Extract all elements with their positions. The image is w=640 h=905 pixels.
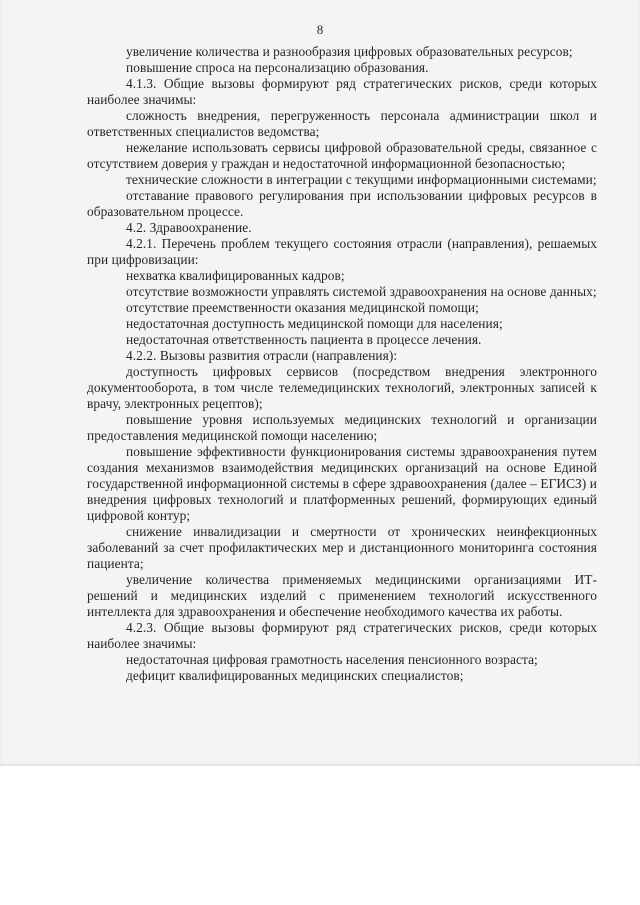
paragraph: недостаточная доступность медицинской помощи для населения; <box>126 316 503 331</box>
page-body <box>87 44 597 684</box>
paragraph: повышение эффективности функционирования системы здравоохранения путем создания механизмов взаимодействия медицинских организаций на основе Единой государственной информационной системы в сфере здравоохранения (далее – ЕГИСЗ) и внедрения цифровых технологий и платформенных решений, формирующих единый цифровой контур; <box>87 444 597 523</box>
paragraph: увеличение количества и разнообразия цифровых образовательных ресурсов; <box>126 44 573 59</box>
paragraph: дефицит квалифицированных медицинских специалистов; <box>126 668 464 683</box>
page-number: 8 <box>316 22 324 37</box>
paragraph: 4.2.1. Перечень проблем текущего состояния отрасли (направления), решаемых при цифровизации: <box>87 236 597 267</box>
paragraph: 4.2.2. Вызовы развития отрасли (направления): <box>126 348 398 363</box>
paragraph: отставание правового регулирования при использовании цифровых ресурсов в образовательном процессе. <box>87 188 597 219</box>
paragraph: повышение спроса на персонализацию образования. <box>126 60 429 75</box>
paragraph: недостаточная цифровая грамотность населения пенсионного возраста; <box>126 652 538 667</box>
paragraph: 4.1.3. Общие вызовы формируют ряд стратегических рисков, среди которых наиболее значимы: <box>87 76 597 107</box>
paragraph: увеличение количества применяемых медицинскими организациями ИТ-решений и медицинских изделий с применением технологий искусственного интеллекта для здравоохранения и обеспечение необходимого качества их работы. <box>87 572 597 619</box>
paragraph: недостаточная ответственность пациента в процессе лечения. <box>126 332 482 347</box>
paragraph: повышение уровня используемых медицинских технологий и организации предоставления медицинской помощи населению; <box>87 412 597 443</box>
paragraph: нежелание использовать сервисы цифровой образовательной среды, связанное с отсутствием доверия у граждан и недостаточной информационной безопасностью; <box>87 140 597 171</box>
paragraph: нехватка квалифицированных кадров; <box>126 268 345 283</box>
paragraph: отсутствие преемственности оказания медицинской помощи; <box>126 300 479 315</box>
paragraph: отсутствие возможности управлять системой здравоохранения на основе данных; <box>126 284 597 299</box>
paragraph: снижение инвалидизации и смертности от хронических неинфекционных заболеваний за счет профилактических мер и дистанционного мониторинга состояния пациента; <box>87 524 597 571</box>
paragraph: технические сложности в интеграции с текущими информационными системами; <box>126 172 597 187</box>
paragraph: сложность внедрения, перегруженность персонала администрации школ и ответственных специалистов ведомства; <box>87 108 597 139</box>
paragraph: 4.2.3. Общие вызовы формируют ряд стратегических рисков, среди которых наиболее значимы: <box>87 620 597 651</box>
section-heading: 4.2. Здравоохранение. <box>126 220 252 235</box>
paragraph: доступность цифровых сервисов (посредством внедрения электронного документооборота, в том числе телемедицинских технологий, электронных записей к врачу, электронных рецептов); <box>87 364 597 411</box>
